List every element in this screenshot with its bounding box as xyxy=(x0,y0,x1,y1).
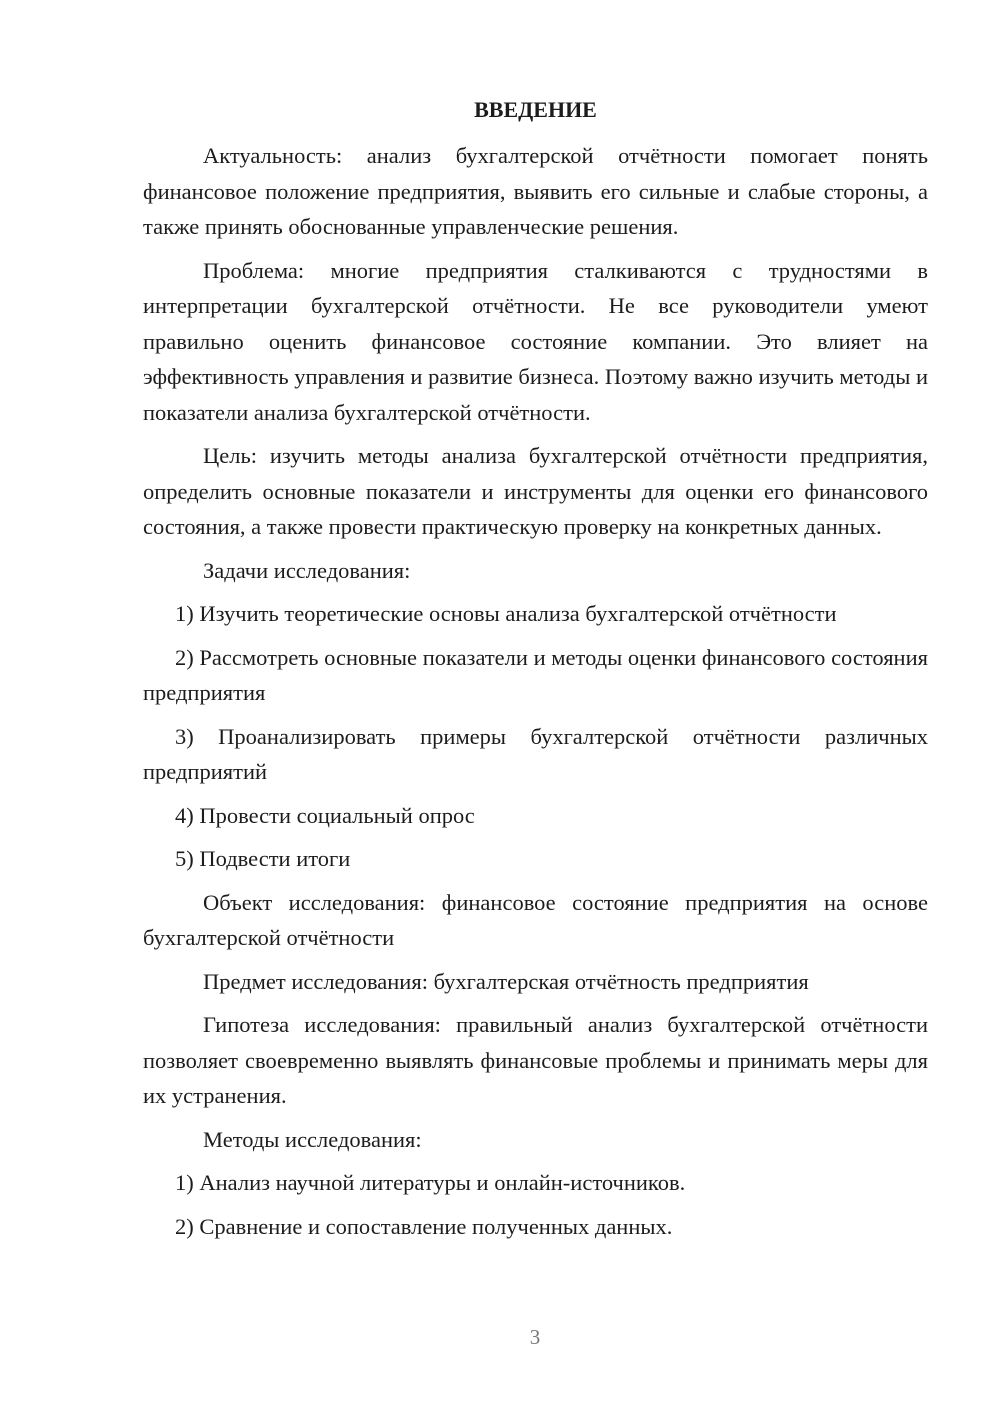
hypothesis-paragraph: Гипотеза исследования: правильный анализ бухгалтерской отчётности позволяет своевременно выявлять финансовые проблемы и принимать меры для их устранения. xyxy=(143,1012,928,1108)
goal-paragraph: Цель: изучить методы анализа бухгалтерской отчётности предприятия, определить основные показатели и инструменты для оценки его финансового состояния, а также провести практическую проверку на конкретных данных. xyxy=(143,443,928,539)
method-item-1: 1) Анализ научной литературы и онлайн-источников. xyxy=(175,1170,686,1195)
task-item-4: 4) Провести социальный опрос xyxy=(175,802,475,828)
task-item-3: 3) Проанализировать примеры бухгалтерской отчётности различных предприятий xyxy=(143,723,928,784)
task-item-2: 2) Рассмотреть основные показатели и методы оценки финансового состояния предприятия xyxy=(143,644,928,705)
method-item-2: 2) Сравнение и сопоставление полученных данных. xyxy=(175,1213,673,1239)
page-number: 3 xyxy=(529,1325,541,1349)
task-item-5: 5) Подвести итоги xyxy=(175,846,351,871)
object-paragraph: Объект исследования: финансовое состояние предприятия на основе бухгалтерской отчётности xyxy=(143,889,928,950)
document-page xyxy=(143,96,928,1252)
tasks-title: Задачи исследования: xyxy=(203,557,411,583)
problem-paragraph: Проблема: многие предприятия сталкиваются с трудностями в интерпретации бухгалтерской отчётности. Не все руководители умеют правильно оценить финансовое состояние компании. Это влияет на эффективность управления и развитие бизнеса. Поэтому важно изучить методы и показатели анализа бухгалтерской отчётности. xyxy=(143,257,928,425)
methods-title: Методы исследования: xyxy=(203,1126,422,1152)
task-item-1: 1) Изучить теоретические основы анализа бухгалтерской отчётности xyxy=(175,601,837,626)
subject-paragraph: Предмет исследования: бухгалтерская отчётность предприятия xyxy=(203,968,809,994)
section-heading: ВВЕДЕНИЕ xyxy=(474,97,597,122)
relevance-paragraph: Актуальность: анализ бухгалтерской отчётности помогает понять финансовое положение предприятия, выявить его сильные и слабые стороны, а также принять обоснованные управленческие решения. xyxy=(143,143,928,239)
